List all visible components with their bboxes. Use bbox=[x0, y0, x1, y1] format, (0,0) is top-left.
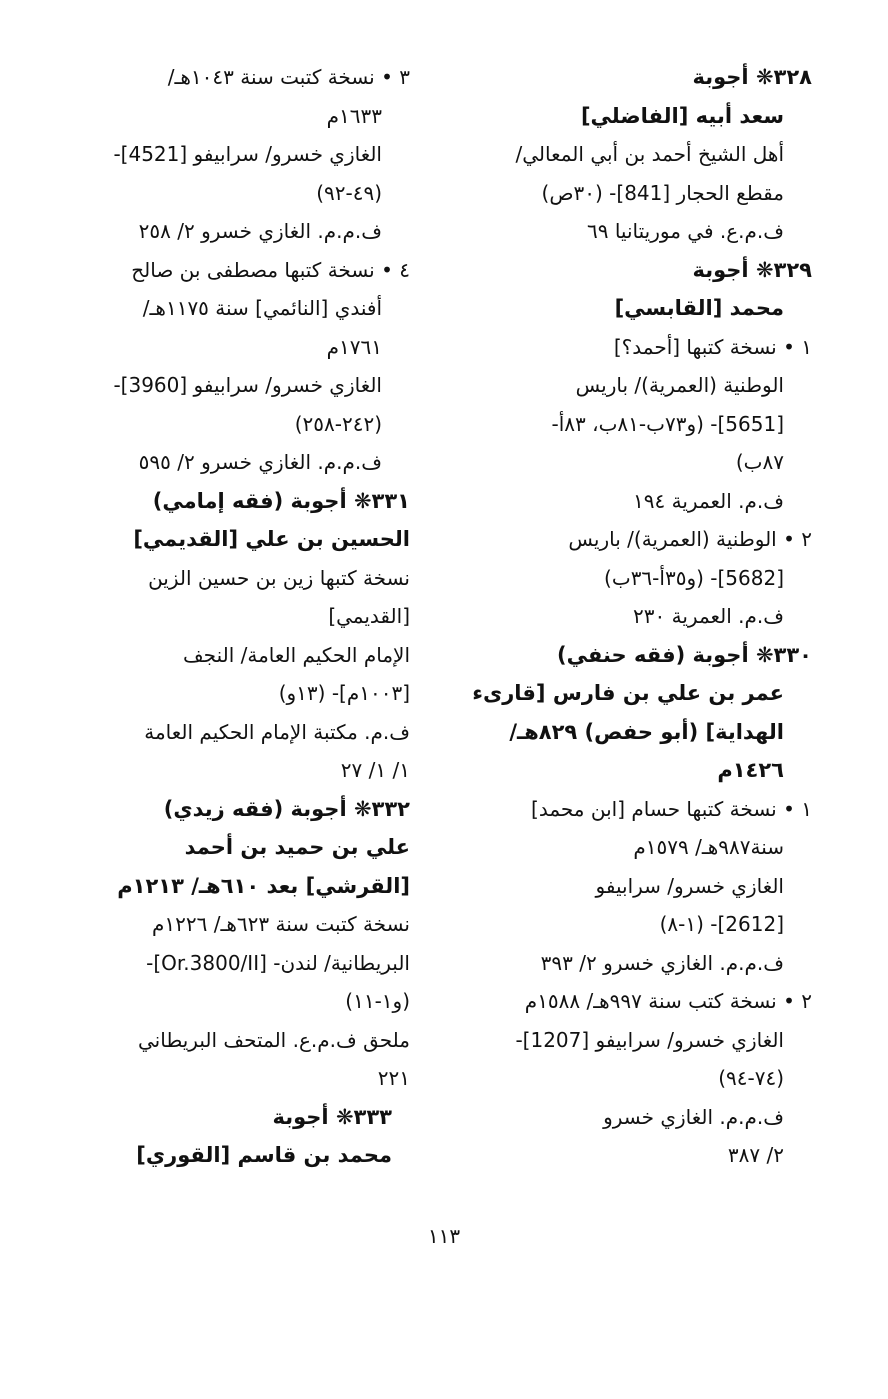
text-line: ٣ • نسخة كتبت سنة ١٠٤٣هـ/ bbox=[167, 65, 410, 89]
text-line: الغازي خسرو/ سرابيفو [1207]- bbox=[515, 1027, 784, 1052]
text-line: ف.م. العمرية ١٩٤ bbox=[633, 488, 784, 513]
text-line: ٢ • نسخة كتب سنة ٩٩٧هـ/ ١٥٨٨م bbox=[524, 989, 812, 1013]
text-line: ف.م.م. الغازي خسرو ٢/ ٥٩٥ bbox=[138, 450, 382, 474]
right-column bbox=[462, 58, 812, 1175]
left-column bbox=[60, 58, 410, 1175]
text-line: الحسين بن علي [القديمي] bbox=[133, 527, 410, 551]
text-line: [5651]- (و٧٣ب-٨١ب، ٨٣أ- bbox=[551, 411, 784, 436]
text-line: (و١-١١) bbox=[345, 989, 410, 1013]
text-line: ٤ • نسخة كتبها مصطفى بن صالح bbox=[131, 257, 410, 282]
text-line: ٣٣٠❋ أجوبة (فقه حنفي) bbox=[557, 642, 812, 667]
text-line: ١٤٢٦م bbox=[717, 758, 784, 782]
text-line: [القرشي] بعد ٦١٠هـ/ ١٢١٣م bbox=[117, 873, 410, 898]
text-line: ٢ • الوطنية (العمرية)/ باريس bbox=[568, 527, 812, 551]
text-line: ف.م. العمرية ٢٣٠ bbox=[633, 604, 784, 628]
text-line: ملحق ف.م.ع. المتحف البريطاني bbox=[137, 1027, 410, 1052]
text-line: ١ • نسخة كتبها حسام [ابن محمد] bbox=[531, 796, 812, 821]
text-line: سعد أبيه [الفاضلي] bbox=[580, 103, 784, 128]
text-line: [القديمي] bbox=[328, 604, 410, 628]
text-line: محمد بن قاسم [القوري] bbox=[136, 1143, 392, 1167]
text-line: ف.م.م. الغازي خسرو ٢/ ٣٩٣ bbox=[540, 950, 784, 975]
text-line: الغازي خسرو/ سرابيفو [3960]- bbox=[113, 373, 382, 397]
text-line: الغازي خسرو/ سرابيفو [4521]- bbox=[113, 142, 382, 166]
text-line: الإمام الحكيم العامة/ النجف bbox=[182, 642, 410, 667]
text-line: الوطنية (العمرية)/ باريس bbox=[575, 373, 784, 397]
text-line: ٢/ ٣٨٧ bbox=[727, 1143, 784, 1167]
text-line: مقطع الحجار [841]- (٣٠ص) bbox=[541, 180, 784, 205]
text-line: ١٦٣٣م bbox=[326, 103, 382, 128]
text-line: (٢٤٢-٢٥٨) bbox=[294, 411, 382, 436]
text-line: نسخة كتبها زين بن حسين الزين bbox=[148, 565, 410, 590]
text-line: علي بن حميد بن أحمد bbox=[184, 835, 410, 859]
text-line: [١٠٠٣م]- (١٣و) bbox=[278, 681, 410, 705]
text-line: أفندي [النائمي] سنة ١١٧٥هـ/ bbox=[142, 296, 382, 320]
text-line: (٤٩-٩٢) bbox=[316, 180, 382, 205]
text-line: سنة٩٨٧هـ/ ١٥٧٩م bbox=[633, 835, 784, 859]
text-line: ف.م.م. الغازي خسرو ٢/ ٢٥٨ bbox=[138, 219, 382, 243]
text-line: محمد [القابسي] bbox=[614, 296, 784, 320]
text-line: نسخة كتبت سنة ٦٢٣هـ/ ١٢٢٦م bbox=[152, 912, 410, 936]
text-line: ٣٣٣❋ أجوبة bbox=[272, 1104, 392, 1129]
text-line: أهل الشيخ أحمد بن أبي المعالي/ bbox=[515, 142, 784, 166]
text-line: الغازي خسرو/ سرابيفو bbox=[595, 873, 784, 898]
text-line: ف.م.ع. في موريتانيا ٦٩ bbox=[586, 219, 784, 243]
text-line: (٧٤-٩٤) bbox=[718, 1066, 784, 1090]
text-line: ف.م.م. الغازي خسرو bbox=[603, 1104, 784, 1129]
text-line: ٣٣٢❋ أجوبة (فقه زيدي) bbox=[163, 796, 410, 821]
text-line: ١ • نسخة كتبها [أحمد؟] bbox=[613, 334, 812, 359]
text-line: ١/ ١/ ٢٧ bbox=[340, 758, 410, 782]
text-line: الهداية] (أبو حفص) ٨٢٩هـ/ bbox=[509, 719, 784, 744]
text-line: ف.م. مكتبة الإمام الحكيم العامة bbox=[144, 719, 410, 744]
page-number: ١١٣ bbox=[427, 1224, 461, 1248]
text-line: [5682]- (و٣٥أ-٣٦ب) bbox=[604, 565, 784, 590]
text-line: البريطانية/ لندن- [Or.3800/II]- bbox=[146, 950, 410, 975]
text-line: ٣٢٩❋ أجوبة bbox=[692, 257, 812, 282]
text-line: ١٧٦١م bbox=[326, 334, 382, 359]
text-line: ٣٣١❋ أجوبة (فقه إمامي) bbox=[152, 488, 410, 513]
text-line: ٢٢١ bbox=[377, 1066, 410, 1090]
text-line: ٨٧ب) bbox=[735, 450, 784, 474]
text-line: عمر بن علي بن فارس [قارىء bbox=[472, 681, 784, 705]
text-line: ٣٢٨❋ أجوبة bbox=[692, 65, 812, 89]
text-line: [2612]- (١-٨) bbox=[659, 912, 784, 936]
